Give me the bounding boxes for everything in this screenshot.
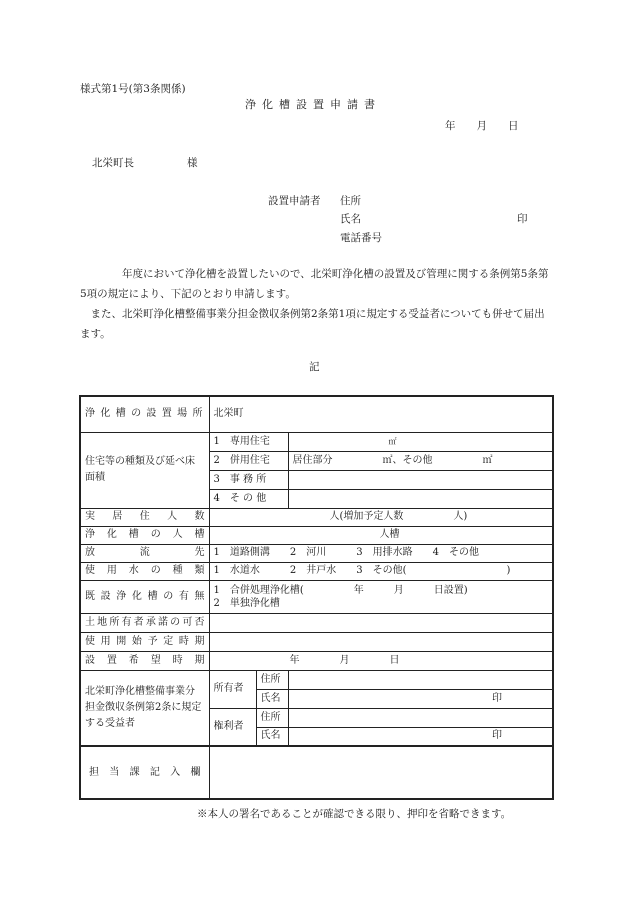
owner-name-label: 氏名 <box>256 689 288 708</box>
document-title: 浄化槽設置申請書 <box>245 98 381 111</box>
location-value[interactable]: 北栄町 <box>209 396 553 432</box>
discharge-label: 放流先 <box>80 544 209 562</box>
water-label: 使用水の種類 <box>80 562 209 580</box>
housing-area-4[interactable] <box>288 489 553 508</box>
discharge-value[interactable]: 1 道路側溝 2 河川 3 用排水路 4 その他 <box>209 544 553 562</box>
housing-type-1: 1 専用住宅 <box>209 432 288 451</box>
beneficiary-label: 北栄町浄化槽整備事業分担金徴収条例第2条に規定する受益者 <box>80 670 209 746</box>
residents-label: 実居住人数 <box>80 508 209 526</box>
existing-value[interactable] <box>209 580 553 613</box>
owner-label: 所有者 <box>209 670 256 708</box>
water-value[interactable]: 1 水道水 2 井戸水 3 その他( ) <box>209 562 553 580</box>
desired-label: 設置希望時期 <box>80 651 209 670</box>
ki-heading: 記 <box>309 361 320 373</box>
start-value[interactable] <box>209 632 553 651</box>
form-number: 様式第1号(第3条関係) <box>80 83 186 95</box>
rights-label: 権利者 <box>209 708 256 746</box>
housing-area-3[interactable] <box>288 470 553 489</box>
residents-value[interactable]: 人(増加予定人数 人) <box>209 508 553 526</box>
owner-address-value[interactable] <box>288 670 553 689</box>
application-form-table <box>79 395 554 800</box>
desired-value[interactable]: 年 月 日 <box>209 651 553 670</box>
applicant-address-label: 住所 <box>340 195 361 207</box>
housing-type-3: 3 事 務 所 <box>209 470 288 489</box>
existing-line-1: 1 合併処理浄化槽( 年 月 日設置) <box>213 584 468 596</box>
applicant-phone-label: 電話番号 <box>340 232 382 244</box>
applicant-name-label: 氏名 <box>340 213 361 225</box>
landowner-label: 土地所有者承諾の可否 <box>80 613 209 632</box>
rights-address-label: 住所 <box>256 708 288 727</box>
rights-address-value[interactable] <box>288 708 553 727</box>
landowner-value[interactable] <box>209 613 553 632</box>
addressee-mayor: 北栄町長 <box>92 157 134 169</box>
housing-detail-2[interactable]: 居住部分 ㎡、その他 ㎡ <box>288 451 553 470</box>
rights-seal[interactable]: 印 <box>288 727 553 746</box>
footnote: ※本人の署名であることが確認できる限り、押印を省略できます。 <box>197 808 512 820</box>
rights-name-label: 氏名 <box>256 727 288 746</box>
date-line: 年 月 日 <box>445 120 519 132</box>
housing-label: 住宅等の種類及び延べ床面積 <box>80 432 209 508</box>
office-value[interactable] <box>209 746 553 799</box>
housing-area-1[interactable]: ㎡ <box>288 432 553 451</box>
addressee-honorific: 様 <box>187 157 198 169</box>
office-label: 担当課記入欄 <box>80 746 209 799</box>
applicant-seal: 印 <box>517 213 528 225</box>
capacity-label: 浄化槽の人槽 <box>80 526 209 544</box>
capacity-value[interactable]: 人槽 <box>209 526 553 544</box>
location-label: 浄化槽の設置場所 <box>80 396 209 432</box>
housing-type-2: 2 併用住宅 <box>209 451 288 470</box>
beneficiary-statement: また、北栄町浄化槽整備事業分担金徴収条例第2条第1項に規定する受益者についても併せて届出ます。 <box>80 308 545 340</box>
owner-seal[interactable]: 印 <box>288 689 553 708</box>
owner-address-label: 住所 <box>256 670 288 689</box>
existing-label: 既設浄化槽の有無 <box>80 580 209 613</box>
existing-line-2: 2 単独浄化槽 <box>213 597 280 609</box>
start-label: 使用開始予定時期 <box>80 632 209 651</box>
applicant-role: 設置申請者 <box>268 195 321 207</box>
housing-type-4: 4 そ の 他 <box>209 489 288 508</box>
application-statement: 年度において浄化槽を設置したいので、北栄町浄化槽の設置及び管理に関する条例第5条第5項の規定により、下記のとおり申請します。 <box>80 268 549 300</box>
